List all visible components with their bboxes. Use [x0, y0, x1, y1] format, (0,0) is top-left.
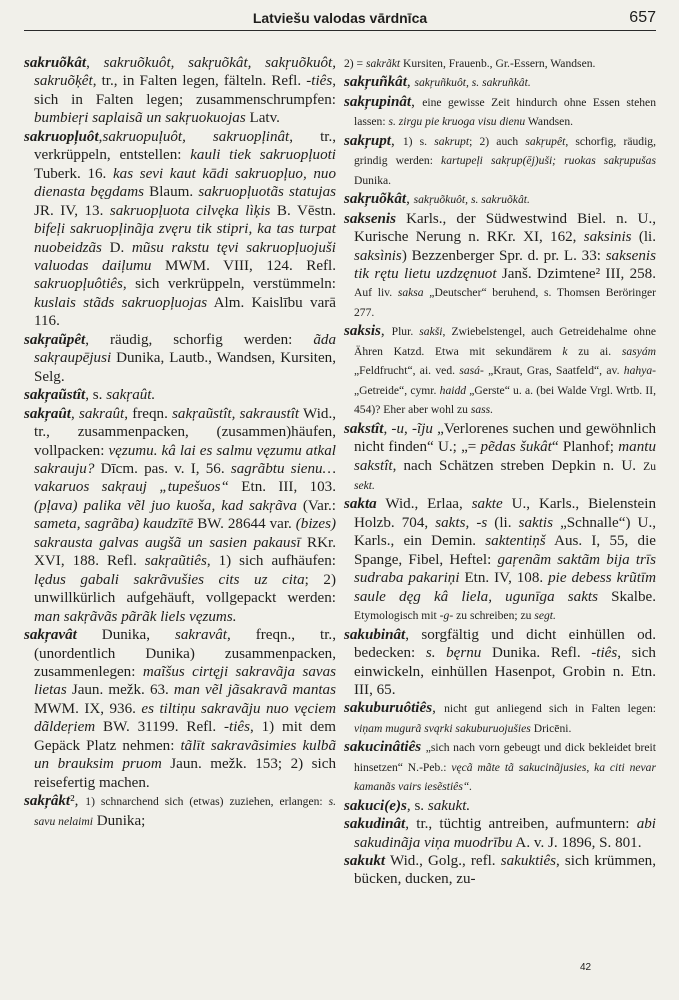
entry-text: sakŗuõkuôt, s. sakruõkât. [413, 193, 530, 207]
entry-text: sakši [419, 325, 443, 339]
entry-text: man sakŗãvãs pãrãk liels vęzums. [34, 608, 237, 625]
entry-text: sakŗuñkuôt, s. sakruñkât. [414, 76, 531, 90]
entry-headword: sakŗâkt [24, 793, 71, 810]
entry-text: sakrãkt [366, 57, 401, 70]
entry-text: s. bęrnu [425, 645, 482, 662]
dictionary-entry [344, 132, 656, 190]
left-column [24, 54, 336, 831]
entry-text: , räudig, schorfig werden: [85, 331, 314, 348]
dictionary-entry [344, 190, 656, 209]
entry-headword: sakŗuõkât [344, 191, 407, 208]
entry-headword: sakŗaũstît [24, 387, 86, 404]
dictionary-title: Latviešu valodas vārdnīca [252, 10, 428, 26]
entry-text: tiês [596, 645, 618, 662]
entry-text: Plur. [391, 325, 420, 339]
entry-headword: sakucinâtiês [344, 739, 422, 756]
dictionary-entry [344, 420, 656, 496]
entry-text: Aus. I, 55, die Spange, Fibel, Heftel: [354, 533, 657, 568]
entry-text: es tiltiņu sakravãju nuo vęciem dãldeŗiem [34, 700, 336, 736]
entry-headword: saksenis [344, 210, 397, 227]
entry-text: Latv. [245, 110, 280, 127]
entry-text: sekt. [354, 478, 375, 492]
entry-headword: sakŗupt [344, 132, 391, 149]
entry-text: , [411, 93, 423, 110]
entry-text: 1) s. [402, 134, 435, 148]
entry-text: kuslais stãds sakruopļuojas [34, 294, 208, 311]
entry-text: mũsu rakstu tęvi sakruopļuojuši valuodas daiļumu [34, 239, 336, 274]
entry-text: Dīcm. pas. v. I, 56. [94, 460, 231, 477]
dictionary-entry [24, 405, 336, 626]
entry-text: haidd [439, 383, 467, 397]
entry-headword: sakubinât [344, 626, 406, 643]
entry-text: Wid., tr., zusammenpacken, (zusammen)häufen, vollpacken: [34, 405, 336, 459]
entry-text: saktentiņš [485, 533, 546, 550]
entry-text: ãda sakŗaupējusi [34, 331, 336, 367]
entry-text: ; 2) auch [469, 134, 526, 148]
entry-text: saksinis [583, 229, 632, 246]
entry-text: Wandsen. [525, 115, 574, 129]
dictionary-entry [344, 738, 656, 796]
entry-text: Dunika. [354, 173, 392, 187]
entry-headword: sakŗuñkât [344, 74, 407, 91]
entry-text: Dricēni. [530, 721, 572, 735]
entry-text: BW. 28644 var. [193, 516, 296, 533]
entry-text: D. [101, 239, 132, 256]
entry-headword: sakŗavât [24, 627, 77, 644]
entry-headword: sakruopļuôt [24, 128, 99, 145]
entry-text: , s. [406, 797, 428, 814]
dictionary-entry [344, 322, 656, 419]
entry-text: Zu [643, 459, 656, 473]
entry-text: s. zirgu pie kruoga visu dienu [388, 115, 526, 129]
entry-headword: sakudinât [344, 816, 406, 833]
entry-text: sasyám [621, 344, 657, 358]
entry-text: , tr., verkrüppeln, entstellen: [34, 128, 336, 164]
entry-text: gaŗenãm saktãm bija trīs sudraba pakariņi [354, 551, 656, 587]
entry-text: saktis [518, 514, 553, 531]
entry-text: man vẽl jãsakravã mantas [173, 682, 336, 699]
entry-text: zu schreiben; zu [453, 609, 535, 623]
entry-text: sakruopļuotãs statujas [198, 184, 336, 201]
entry-text: abi sakudinãja viņa muodrību [354, 816, 656, 851]
entry-text: vęzumu. kâ lai es salmu vęzumu atkal sakrauju? [34, 442, 336, 477]
entry-text: , [86, 55, 104, 71]
entry-text: , [390, 132, 403, 149]
entry-text: sakruopļuota cilvęka lìķis [109, 202, 271, 219]
entry-text: MWM. VIII, 124. Refl. [151, 257, 337, 274]
entry-text: kartupeļi sakŗup(ēj)uši; ruokas sakŗupušas [441, 154, 656, 168]
entry-text: pie debess krũtīm saule dęg kâ liela, ugunīga sakts [354, 570, 657, 605]
entry-text: „Gerste“ u. a. (bei Walde Vrgl. Wrtb. II, 454)? Eher aber wohl zu [354, 383, 656, 417]
entry-text: vęcã mãte tã sakucinãjusies, ka citi nevar kamanãs vairs iesẽstiês“. [354, 760, 656, 794]
entry-text: maĩšus cirtęji sakravãja savas lietas [34, 663, 336, 699]
dictionary-entry [24, 331, 336, 386]
entry-text: , [406, 74, 415, 91]
entry-headword: sakŗupinât [344, 93, 412, 110]
entry-text: Tuberk. 16. [34, 165, 113, 182]
entry-text: „Verlorenes suchen und gewöhnlich nicht finden“ U.; „= [354, 420, 656, 456]
entry-text: , s. [85, 387, 107, 404]
entry-text: , [406, 191, 414, 208]
entry-text: sagrãbtu sienu… vakaruos sakŗauj „tupešuos“ [34, 460, 336, 496]
entry-text: , freqn., tr., (unordentlich Dunika) zusammenpacken, zusammenlegen: [34, 627, 336, 680]
entry-text: sass. [470, 403, 494, 417]
entry-text: JR. IV, 13. [34, 202, 110, 219]
dictionary-entry [24, 386, 336, 404]
entry-text: ĩju [417, 420, 433, 437]
entry-text: , sich verkrüppeln, verstümmeln: [122, 276, 336, 293]
entry-text: s. savu nelaimi [34, 795, 336, 828]
entry-text: sakŗupêt [525, 134, 566, 148]
dictionary-entry [24, 54, 336, 128]
entry-text: , freqn. [124, 405, 173, 422]
entry-text: , tr., in Falten legen, fälteln. Refl. - [92, 73, 312, 90]
entry-text: Auf liv. [354, 286, 398, 300]
entry-headword: sakuburuôtiês [344, 700, 433, 717]
dictionary-entry [344, 210, 656, 323]
entry-text: sakravât [174, 627, 227, 644]
entry-text: k [562, 344, 568, 358]
entry-text: BW. 31199. Refl. - [95, 719, 230, 736]
entry-text: mantu sakstît [354, 439, 656, 474]
entry-text: A. v. J. 1896, S. 801. [512, 834, 642, 851]
entry-text: , [432, 700, 445, 717]
entry-text: 2) = [344, 57, 366, 70]
dictionary-entry [24, 626, 336, 792]
dictionary-entry [344, 797, 656, 815]
dictionary-entry [344, 699, 656, 738]
entry-text: sameta, sagrãba) kaudzītē [34, 516, 194, 533]
entry-text: sakŗaũstît, sakraustît [172, 405, 300, 422]
entry-headword: saksis [344, 323, 381, 340]
entry-text: Karls., der Südwestwind Biel. n. U., Kurische Nerung n. RKr. XI, 162, [354, 210, 656, 246]
entry-text: , - [383, 420, 397, 437]
entry-text: tãlīt sakravãsimies kulbã un brauksim pruom [34, 737, 336, 773]
entry-text: ², [70, 793, 86, 810]
dictionary-entry [344, 73, 656, 92]
entry-text: Etymologisch mit [354, 609, 440, 623]
entry-text: sakruõkuôt, sakŗuõkât, sakŗuõkuôt, sakruõķêt [34, 55, 337, 90]
entry-text: „Schnalle“) U., Karls., ein Demin. [354, 514, 657, 550]
entry-headword: sakta [344, 496, 377, 513]
entry-text: sakŗaũtiês [144, 553, 207, 570]
entry-text: sakruopuļuôt, sakruopļinât [102, 128, 290, 145]
entry-text: pẽdas šukât [480, 439, 552, 456]
entry-text: zu ai. [567, 344, 622, 358]
entry-text: ; 2) unwillkürlich aufgehäuft, vollgepackt werden: [34, 571, 336, 607]
page-number: 657 [629, 9, 656, 26]
dictionary-entry [344, 852, 656, 889]
entry-text: , nach Schätzen streben Depkin n. U. [392, 457, 644, 474]
entry-text: sakŗaût. [106, 387, 156, 404]
entry-text: lędus gabali sakrãvušies cits uz cita [34, 571, 305, 588]
entry-text: saksìnis [354, 247, 402, 264]
entry-text: kas sevi kaut kādi sakruopļuo, nuo dienasta bęgdams [34, 165, 336, 201]
entry-text: nicht gut anliegend sich in Falten legen: [444, 702, 656, 716]
entry-text: , sich einwickeln, einhüllen Hasenpot, Grobin n. Etn. III, 65. [354, 645, 656, 698]
entry-text: Blaum. [143, 184, 199, 201]
entry-text: bifeļi sakruopļinãja zvęru tik stipri, ka tas turpat nuobeidzãs [34, 221, 336, 256]
entry-text: sakruopļuôtiês [34, 276, 123, 293]
entry-text: sakraût [78, 405, 125, 422]
entry-text: , schorfig, räudig, grindig werden: [354, 134, 657, 168]
entry-text: sakukt. [427, 797, 471, 814]
dictionary-entry [344, 93, 656, 132]
entry-text: „Kraut, Gras, Saatfeld“, av. [483, 364, 624, 378]
entry-text: sakts, -s [435, 514, 488, 531]
entry-text: saksenis tik rętu lietu uzdzęnuot [354, 247, 656, 282]
entry-text: sakte [471, 496, 503, 513]
entry-text: „sich nach vorn gebeugt und dick bekleidet breit hinsetzen“ N.-Peb.: [354, 741, 656, 774]
entry-text: Alm. Kaislību varā 116. [34, 294, 336, 330]
entry-text: RKr. XVI, 188. Refl. [34, 534, 336, 570]
entry-text: (bizes) sakrausta galvas augšã un sasien pakausī [34, 516, 336, 551]
entry-text: “ Planhof; [551, 439, 619, 456]
entry-text: , [380, 323, 392, 340]
entry-text: Jaun. mežk. 63. [66, 682, 174, 699]
entry-text: „Deutscher“ beruhend, s. Thomsen Beröringer 277. [354, 286, 656, 319]
entry-text: (Var.: [296, 497, 337, 514]
entry-text: Dunika; [92, 812, 146, 829]
entry-text: Etn. IV, 108. [459, 570, 549, 587]
entry-text: Skalbe. [597, 588, 656, 605]
entry-text: sakrupt [434, 134, 470, 148]
dictionary-entry [24, 792, 336, 831]
entry-text: , tr., tüchtig antreiben, aufmuntern: [405, 816, 637, 833]
entry-text: sakuktiês [500, 853, 557, 870]
entry-text: Janš. Dzimtene² III, 258. [496, 265, 656, 282]
dictionary-entry [344, 815, 656, 852]
entry-text: Kursiten, Frauenb., Gr.-Essern, Wandsen. [400, 57, 596, 70]
entry-text: Dunika, Lautb., Wandsen, Kursiten, Selg. [34, 350, 336, 385]
entry-text: bumbieŗi saplaisã un sakŗuokuojas [34, 110, 246, 127]
entry-text: -g- [439, 609, 454, 623]
right-column [344, 54, 656, 889]
entry-text: (pļava) palika vẽl juo kuoša, kad sakŗãva [34, 497, 297, 514]
entry-text: Jaun. mežk. 153; 2) sich reisefertig machen. [34, 756, 336, 791]
entry-text: u [396, 420, 404, 437]
entry-text: Dunika, [76, 627, 175, 644]
entry-text: B. Vēstn. [270, 202, 336, 219]
running-head [24, 8, 656, 31]
entry-text: Dunika. Refl. - [481, 645, 597, 662]
signature-mark: 42 [580, 962, 592, 973]
dictionary-entry [344, 495, 656, 625]
entry-text: eine gewisse Zeit hindurch ohne Essen stehen lassen: [354, 95, 656, 129]
dictionary-entry [344, 54, 656, 73]
entry-text: , Zwiebelstengel, auch Getreidehalme ohne Ähren Katzd. Etwa mit sekundärem [354, 325, 657, 358]
entry-text: „Feldfrucht“, ai. ved. [354, 364, 460, 378]
entry-headword: sakŗaût [24, 405, 71, 422]
entry-headword: sakruõkât [24, 55, 87, 71]
entry-text: kauli tiek sakruopļuoti [190, 147, 337, 164]
dictionary-entry [24, 128, 336, 331]
entry-text: sasá- [459, 364, 484, 378]
entry-text: (li. [631, 229, 657, 246]
entry-text: Wid., Erlaa, [376, 496, 472, 513]
entry-text: segt. [534, 609, 556, 623]
entry-text: Wid., Golg., refl. [385, 853, 501, 870]
entry-text: , sorgfältig und dicht einhüllen od. bedecken: [354, 626, 656, 662]
entry-text: , 1) sich aufhäufen: [206, 553, 336, 570]
entry-text: MWM. IX, 936. [34, 700, 142, 717]
entry-text: , sich krümmen, bücken, ducken, zu- [354, 853, 656, 888]
entry-text: Etn. III, 103. [228, 479, 336, 496]
entry-text: , 1) mit dem Gepäck Platz nehmen: [34, 719, 337, 754]
entry-text: , - [404, 420, 418, 437]
entry-text: (li. [487, 514, 519, 531]
entry-text: tiês [229, 719, 250, 736]
entry-headword: sakŗaũpêt [24, 331, 86, 348]
entry-text: U., Karls., Bielenstein Holzb. 704, [354, 496, 656, 531]
entry-headword: sakukt [344, 853, 386, 870]
entry-text: , [70, 405, 79, 422]
entry-text: hahya- [623, 364, 656, 378]
entry-text: viņam mugurã svąrki sakuburuojušies [354, 721, 531, 735]
entry-text: 1) schnarchend sich (etwas) zuziehen, erlangen: [85, 795, 329, 809]
entry-text: saksa [397, 286, 424, 300]
entry-text: tiês [311, 73, 333, 90]
entry-text: ) Bezzenberger Spr. d. pr. L. 33: [401, 247, 606, 264]
entry-text: , sich in Falten legen; zusammenschrumpfen: [34, 73, 336, 108]
entry-text: , [98, 128, 103, 145]
dictionary-entry [344, 626, 656, 700]
entry-headword: sakstît [344, 420, 384, 437]
entry-text: „Getreide“, cymr. [354, 383, 440, 397]
entry-headword: sakuci(e)s [344, 797, 407, 814]
